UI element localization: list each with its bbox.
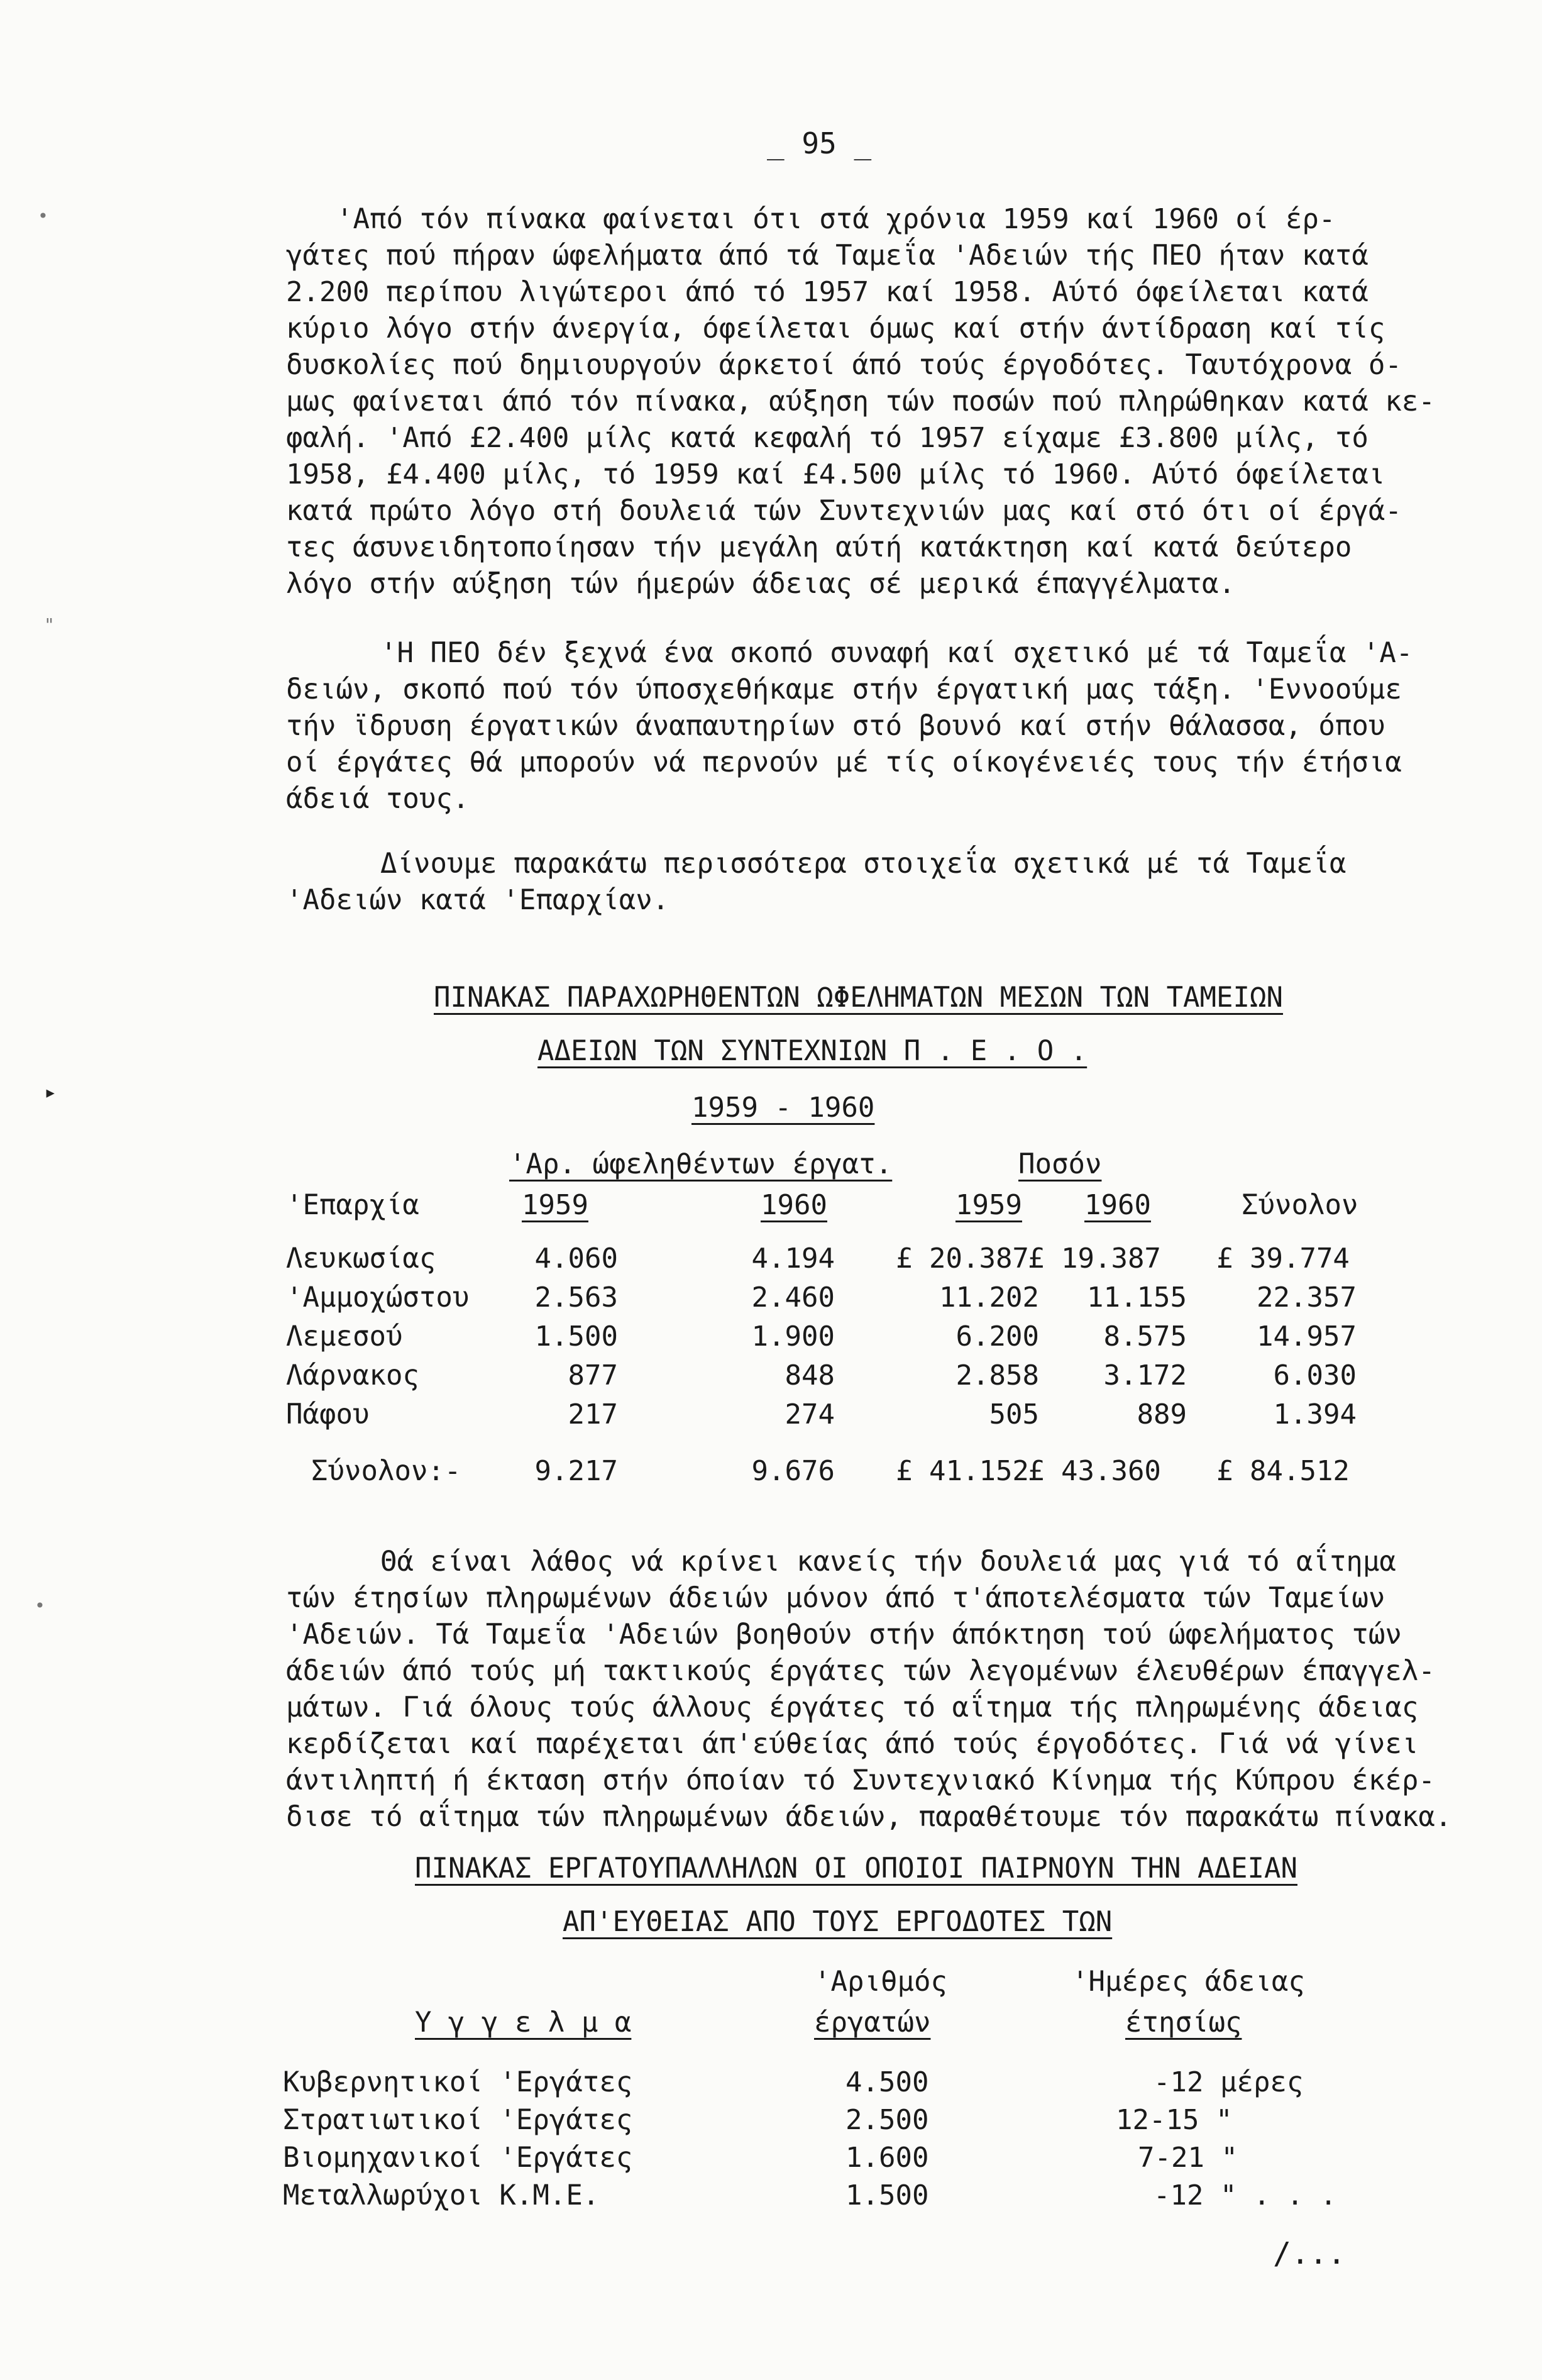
cell-days: -12 μέρες [1154, 2066, 1304, 2098]
cell-total: 6.030 [1273, 1359, 1357, 1392]
text-line: 1958, £4.400 μίλς, τό 1959 καί £4.500 μίλς τό 1960. Αύτό όφείλεται [286, 458, 1385, 490]
cell-amount-1960: 8.575 [1103, 1320, 1187, 1353]
cell-district: Λάρνακος [286, 1359, 419, 1392]
paragraph-2 [286, 635, 1443, 817]
cell-amount-1959: 2.858 [955, 1359, 1039, 1392]
cell-workers: 2.500 [845, 2104, 929, 2136]
column-header-workers: 'Αριθμός [814, 1966, 947, 1998]
text-line: τών έτησίων πληρωμένων άδειών μόνον άπό τ'άποτελέσματα τών Ταμείων [286, 1582, 1385, 1614]
cell-amount-1960: 11.155 [1087, 1281, 1187, 1314]
cell-occupation: Βιομηχανικοί 'Εργάτες [283, 2142, 633, 2174]
text-line: 'Αδειών κατά 'Επαρχίαν. [286, 884, 669, 916]
text-line: 'Αδειών. Τά Ταμεΐα 'Αδειών βοηθούν στήν άπόκτηση τού ώφελήματος τών [286, 1619, 1402, 1651]
cell-total: £ 84.512 [1216, 1455, 1350, 1487]
column-header-1959-amount: 1959 [955, 1189, 1022, 1221]
text-line: 2.200 περίπου λιγώτεροι άπό τό 1957 καί 1958. Αύτό όφείλεται κατά [286, 276, 1369, 308]
text-line: οί έργάτες θά μπορούν νά περνούν μέ τίς οίκογένειές τους τήν έτήσια [286, 746, 1402, 778]
text-line: φαλή. 'Από £2.400 μίλς κατά κεφαλή τό 1957 είχαμε £3.800 μίλς, τό [286, 422, 1369, 454]
cell-count-1959: 2.563 [534, 1281, 618, 1314]
cell-amount-1959: £ 20.387 [896, 1243, 1029, 1275]
text-line: Δίνουμε παρακάτω περισσότερα στοιχεΐα σχετικά μέ τά Ταμεΐα [380, 848, 1346, 880]
table-1-years: 1959 - 1960 [691, 1092, 875, 1124]
margin-mark: • [35, 1595, 45, 1616]
column-header-days-l2: έτησίως [1125, 2006, 1242, 2039]
table-1-title: ΠΙΝΑΚΑΣ ΠΑΡΑΧΩΡΗΘΕΝΤΩΝ ΩΦΕΛΗΜΑΤΩΝ ΜΕΣΩΝ ΤΩΝ ΤΑΜΕΙΩΝ [434, 982, 1284, 1014]
text-line: τες άσυνειδητοποίησαν τήν μεγάλη αύτή κατάκτηση καί κατά δεύτερο [286, 531, 1352, 563]
column-header-occupation: Υ γ γ ε λ μ α [415, 2006, 632, 2039]
margin-mark: " [44, 614, 55, 635]
text-line: μάτων. Γιά όλους τούς άλλους έργάτες τό αΐτημα τής πληρωμένης άδειας [286, 1691, 1419, 1724]
cell-count-1959: 4.060 [534, 1243, 618, 1275]
cell-total: 14.957 [1257, 1320, 1357, 1353]
cell-amount-1960: 889 [1137, 1398, 1187, 1431]
cell-amount-1959: 11.202 [939, 1281, 1039, 1314]
column-header-1959-count: 1959 [522, 1189, 588, 1221]
cell-count-1960: 2.460 [751, 1281, 835, 1314]
text-line: δειών, σκοπό πού τόν ύποσχεθήκαμε στήν έργατική μας τάξη. 'Εννοούμε [286, 673, 1402, 706]
text-line: κερδίζεται καί παρέχεται άπ'εύθείας άπό τούς έργοδότες. Γιά νά γίνει [286, 1728, 1419, 1760]
cell-occupation: Στρατιωτικοί 'Εργάτες [283, 2104, 633, 2136]
cell-count-1959: 877 [568, 1359, 618, 1392]
cell-count-1959: 9.217 [534, 1455, 618, 1487]
cell-count-1959: 217 [568, 1398, 618, 1431]
table-2-subtitle: ΑΠ'ΕΥΘΕΙΑΣ ΑΠΟ ΤΟΥΣ ΕΡΓΟΔΟΤΕΣ ΤΩΝ [563, 1906, 1113, 1938]
cell-district: Πάφου [286, 1398, 370, 1431]
margin-mark: • [38, 206, 48, 226]
text-line: γάτες πού πήραν ώφελήματα άπό τά Ταμεΐα 'Αδειών τής ΠΕΟ ήταν κατά [286, 240, 1369, 272]
text-line: 'Από τόν πίνακα φαίνεται ότι στά χρόνια 1959 καί 1960 οί έρ- [336, 203, 1336, 235]
cell-count-1959: 1.500 [534, 1320, 618, 1353]
cell-district: Λεμεσού [286, 1320, 403, 1353]
cell-district: 'Αμμοχώστου [286, 1281, 470, 1314]
text-line: άντιληπτή ή έκταση στήν όποίαν τό Συντεχνιακό Κίνημα τής Κύπρου έκέρ- [286, 1764, 1435, 1796]
cell-workers: 1.600 [845, 2142, 929, 2174]
cell-days: 12-15 " [1116, 2104, 1233, 2136]
cell-workers: 1.500 [845, 2179, 929, 2211]
paragraph-3 [286, 846, 1443, 919]
text-line: δυσκολίες πού δημιουργούν άρκετοί άπό τούς έργοδότες. Ταυτόχρονα ό- [286, 349, 1402, 381]
cell-occupation: Κυβερνητικοί 'Εργάτες [283, 2066, 633, 2098]
paragraph-1 [286, 201, 1443, 602]
text-line: Θά είναι λάθος νά κρίνει κανείς τήν δουλειά μας γιά τό αΐτημα [380, 1546, 1396, 1578]
cell-total: 22.357 [1257, 1281, 1357, 1314]
text-line: άδειών άπό τούς μή τακτικούς έργάτες τών λεγομένων έλευθέρων έπαγγελ- [286, 1655, 1435, 1687]
page-number: _ 95 _ [767, 126, 872, 160]
cell-count-1960: 274 [785, 1398, 835, 1431]
cell-count-1960: 1.900 [751, 1320, 835, 1353]
column-header-total: Σύνολον [1242, 1189, 1358, 1221]
cell-days: -12 " . . . [1154, 2179, 1337, 2211]
cell-total: 1.394 [1273, 1398, 1357, 1431]
text-line: μως φαίνεται άπό τόν πίνακα, αύξηση τών ποσών πού πληρώθηκαν κατά κε- [286, 385, 1435, 418]
cell-count-1960: 9.676 [751, 1455, 835, 1487]
text-line: λόγο στήν αύξηση τών ήμερών άδειας σέ μερικά έπαγγέλματα. [286, 568, 1235, 600]
text-line: 'Η ΠΕΟ δέν ξεχνά ένα σκοπό συναφή καί σχετικό μέ τά Ταμεΐα 'Α- [380, 637, 1413, 669]
cell-district: Λευκωσίας [286, 1243, 436, 1275]
cell-days: 7-21 " [1138, 2142, 1238, 2174]
column-header-1960-count: 1960 [761, 1189, 827, 1221]
continuation-mark: /... [1273, 2236, 1346, 2271]
group-header-count: 'Αρ. ώφεληθέντων έργατ. [509, 1148, 893, 1180]
cell-amount-1959: £ 41.152 [896, 1455, 1029, 1487]
table-1-subtitle: ΑΔΕΙΩΝ ΤΩΝ ΣΥΝΤΕΧΝΙΩΝ Π . Ε . Ο . [537, 1035, 1088, 1067]
cell-district: Σύνολον:- [311, 1455, 461, 1487]
cell-count-1960: 848 [785, 1359, 835, 1392]
table-2-title: ΠΙΝΑΚΑΣ ΕΡΓΑΤΟΥΠΑΛΛΗΛΩΝ ΟΙ ΟΠΟΙΟΙ ΠΑΙΡΝΟΥΝ ΤΗΝ ΑΔΕΙΑΝ [415, 1852, 1297, 1885]
cell-amount-1959: 6.200 [955, 1320, 1039, 1353]
column-header-1960-amount: 1960 [1084, 1189, 1151, 1221]
cell-amount-1960: £ 43.360 [1028, 1455, 1161, 1487]
cell-total: £ 39.774 [1216, 1243, 1350, 1275]
text-line: τήν ϊδρυση έργατικών άναπαυτηρίων στό βουνό καί στήν θάλασσα, όπου [286, 710, 1385, 742]
column-header-workers-l2: έργατών [814, 2006, 931, 2039]
cell-count-1960: 4.194 [751, 1243, 835, 1275]
text-line: δισε τό αΐτημα τών πληρωμένων άδειών, παραθέτουμε τόν παρακάτω πίνακα. [286, 1801, 1452, 1833]
column-header-district: 'Επαρχία [286, 1189, 419, 1221]
paragraph-4 [286, 1544, 1452, 1835]
text-line: κύριο λόγο στήν άνεργία, όφείλεται όμως καί στήν άντίδραση καί τίς [286, 313, 1385, 345]
column-header-days: 'Ημέρες άδειας [1072, 1966, 1305, 1998]
group-header-amount: Ποσόν [1018, 1148, 1102, 1180]
cell-workers: 4.500 [845, 2066, 929, 2098]
cell-occupation: Μεταλλωρύχοι Κ.Μ.Ε. [283, 2179, 600, 2211]
text-line: άδειά τους. [286, 783, 470, 815]
cell-amount-1960: 3.172 [1103, 1359, 1187, 1392]
cell-amount-1960: £ 19.387 [1028, 1243, 1161, 1275]
margin-mark: ▸ [44, 1080, 57, 1105]
cell-amount-1959: 505 [989, 1398, 1039, 1431]
text-line: κατά πρώτο λόγο στή δουλειά τών Συντεχνιών μας καί στό ότι οί έργά- [286, 495, 1402, 527]
